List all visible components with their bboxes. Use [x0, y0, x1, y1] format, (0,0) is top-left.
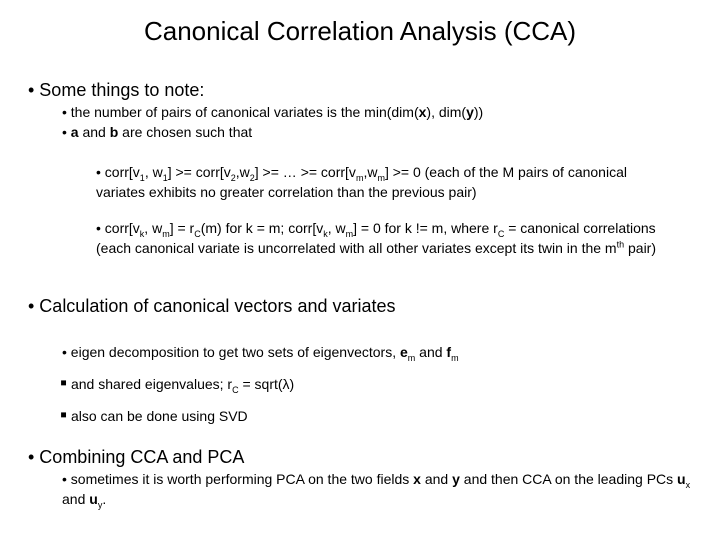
- text: 1: [139, 172, 145, 183]
- calc-eigen-decomposition: [62, 342, 459, 362]
- text: C: [232, 384, 239, 395]
- combine-text: [62, 469, 692, 509]
- text: m: [407, 352, 416, 363]
- text: ] = r: [169, 220, 195, 236]
- text: m: [345, 228, 354, 239]
- text: ] >= … >= corr[v: [254, 164, 356, 180]
- notes-heading: • Some things to note:: [28, 80, 205, 100]
- text: ,w: [363, 164, 378, 180]
- text: and: [420, 471, 453, 487]
- calc-eigenvalues: [60, 374, 294, 394]
- text: • the number of pairs of canonical variates is the min(dim(: [62, 104, 419, 120]
- text: and then CCA on the leading PCs: [459, 471, 678, 487]
- calc-heading: • Calculation of canonical vectors and variates: [28, 296, 396, 316]
- text: ] = 0 for k != m, where r: [353, 220, 498, 236]
- note-canonical-correlations: [96, 218, 692, 258]
- text: ] >= 0 (each of the M pairs of canonical variates exhibits no greater correlation than the previous pair): [96, 164, 627, 200]
- text: 2: [249, 172, 255, 183]
- text: f: [446, 344, 452, 360]
- text: pair): [624, 240, 657, 256]
- text: , w: [144, 220, 163, 236]
- text: • corr[v: [96, 220, 140, 236]
- text: • sometimes it is worth performing PCA on the two fields: [62, 471, 414, 487]
- slide-title: Canonical Correlation Analysis (CCA): [143, 16, 577, 46]
- square-bullet-icon: ▪: [60, 372, 68, 394]
- text: C: [194, 228, 201, 239]
- text: and: [62, 491, 90, 507]
- text: = canonical correlations (each canonical variate is uncorrelated with all other variates except its twin in the m: [96, 220, 656, 256]
- text: th: [616, 239, 625, 250]
- text: •: [62, 124, 71, 140]
- text: m: [451, 352, 459, 363]
- text: x: [418, 104, 427, 120]
- text: 1: [162, 172, 168, 183]
- text: • corr[v: [96, 164, 140, 180]
- combine-heading: • Combining CCA and PCA: [28, 447, 245, 467]
- text: are chosen such that: [118, 124, 253, 140]
- text: k: [139, 228, 145, 239]
- text: and: [415, 344, 447, 360]
- text: , w: [327, 220, 346, 236]
- text: m: [377, 172, 385, 183]
- text: and shared eigenvalues; r: [67, 376, 233, 392]
- text: m: [162, 228, 170, 239]
- calc-svd: [60, 406, 248, 426]
- text: ), dim(: [426, 104, 467, 120]
- text: • eigen decomposition to get two sets of eigenvectors,: [62, 344, 400, 360]
- text: )): [473, 104, 484, 120]
- text: also can be done using SVD: [67, 408, 248, 424]
- note-pairs-count: [62, 102, 483, 122]
- text: u: [677, 471, 686, 487]
- text: b: [109, 124, 119, 140]
- text: ,w: [235, 164, 250, 180]
- text: = sqrt(λ): [238, 376, 295, 392]
- text: ] >= corr[v: [167, 164, 231, 180]
- note-a-b-chosen: [62, 122, 252, 142]
- text: k: [323, 228, 328, 239]
- text: m: [355, 172, 364, 183]
- text: x: [413, 471, 421, 487]
- text: y: [466, 104, 474, 120]
- text: (m) for k = m; corr[v: [200, 220, 324, 236]
- text: and: [78, 124, 110, 140]
- text: C: [497, 228, 505, 239]
- text: u: [89, 491, 98, 507]
- text: e: [399, 344, 408, 360]
- text: y: [452, 471, 460, 487]
- note-correlation-order: [96, 162, 656, 202]
- text: x: [685, 479, 691, 490]
- text: a: [70, 124, 79, 140]
- text: , w: [144, 164, 163, 180]
- text: .: [102, 491, 107, 507]
- text: y: [97, 499, 103, 510]
- square-bullet-icon: ▪: [60, 404, 68, 426]
- text: 2: [230, 172, 236, 183]
